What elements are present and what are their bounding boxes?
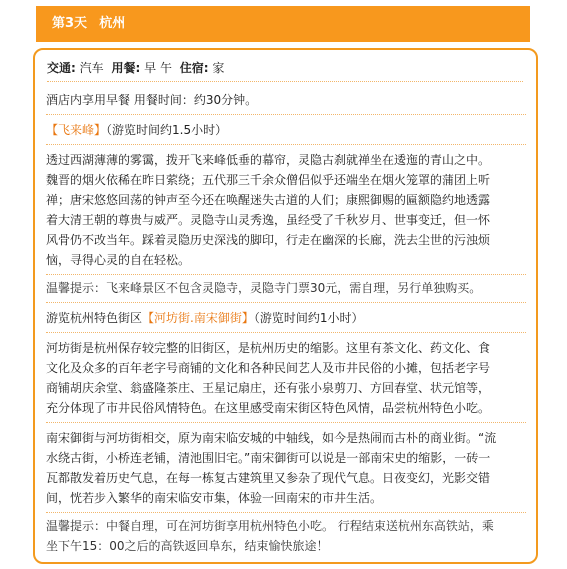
divider bbox=[46, 114, 526, 115]
paragraph-line: 南宋御街与河坊街相交，原为南宋临安城的中轴线，如今是热闹而古朴的商业街。“流 bbox=[46, 431, 497, 445]
itinerary-card bbox=[33, 48, 538, 564]
divider bbox=[46, 422, 526, 423]
paragraph-line: 河坊街是杭州保存较完整的旧街区，是杭州历史的缩影。这里有茶文化、药文化、食 bbox=[46, 341, 491, 355]
day-label: 第3天 bbox=[52, 16, 88, 31]
divider bbox=[46, 274, 526, 275]
paragraph-line: 恼，寻得心灵的自在轻松。 bbox=[46, 253, 191, 267]
hefang-description bbox=[46, 338, 530, 418]
paragraph-line: 风骨仍不改当年。踩着灵隐历史深浅的脚印，行走在幽深的长廊，洗去尘世的污浊烦 bbox=[46, 233, 491, 247]
feilaifeng-duration: （游览时间约1.5小时） bbox=[106, 123, 228, 137]
paragraph-line: 禅；唐宋悠悠回荡的钟声至今还在唤醒迷失古道的人们；康熙御赐的匾额隐约地透露 bbox=[46, 193, 491, 207]
meal-label: 用餐: bbox=[111, 61, 141, 75]
city-label: 杭州 bbox=[99, 16, 126, 31]
paragraph-line: 坐下午15：00之后的高铁返回阜东，结束愉快旅途！ bbox=[46, 539, 329, 553]
feilaifeng-tip: 温馨提示：飞来峰景区不包含灵隐寺，灵隐寺门票30元，需自理，另行单独购买。 bbox=[46, 281, 482, 295]
paragraph-line: 充分体现了市井民俗风情特色。在这里感受南宋街区特色风情，品尝杭州特色小吃。 bbox=[46, 401, 491, 415]
paragraph-line: 水绕古街，小桥连老铺，清池围旧宅。”南宋御街可以说是一部南宋史的缩影，一砖一 bbox=[46, 451, 491, 465]
paragraph-line: 商铺胡庆余堂、翁盛隆茶庄、王星记扇庄，还有张小泉剪刀、方回春堂、状元馆等， bbox=[46, 381, 491, 395]
district-duration: （游览时间约1小时） bbox=[253, 311, 364, 325]
feilaifeng-title: 【飞来峰】 bbox=[46, 123, 107, 137]
stay-label: 住宿: bbox=[179, 61, 209, 75]
paragraph-line: 温馨提示：中餐自理，可在河坊街享用杭州特色小吃。 行程结束送杭州东高铁站，乘 bbox=[46, 519, 494, 533]
paragraph-line: 间，恍若步入繁华的南宋临安市集，体验一回南宋的市井生活。 bbox=[46, 491, 383, 505]
divider bbox=[46, 302, 526, 303]
paragraph-line: 着大清王朝的尊贵与威严。灵隐寺山灵秀逸，虽经受了千秋岁月、世事变迁，但一怀 bbox=[46, 213, 491, 227]
district-heading bbox=[46, 308, 530, 328]
divider bbox=[46, 332, 526, 333]
breakfast-text: 酒店内享用早餐 用餐时间：约30分钟。 bbox=[46, 93, 258, 107]
trip-info-bar bbox=[47, 55, 523, 82]
feilaifeng-description bbox=[46, 150, 530, 270]
paragraph-line: 魏晋的烟火依稀在昨日萦绕；五代那三千余众僧侣似乎还端坐在烟火笼罩的蒲团上听 bbox=[46, 173, 491, 187]
district-intro: 游览杭州特色街区 bbox=[46, 311, 143, 325]
meal-value: 早 午 bbox=[144, 61, 172, 75]
feilaifeng-heading bbox=[46, 120, 530, 140]
day-header bbox=[36, 6, 530, 42]
divider bbox=[46, 512, 526, 513]
stay-value: 家 bbox=[212, 61, 225, 75]
district-tip bbox=[46, 516, 530, 556]
district-title: 【河坊街.南宋御街】 bbox=[142, 311, 254, 325]
divider bbox=[46, 144, 526, 145]
paragraph-line: 瓦都散发着历史气息，在每一栋复古建筑里又参杂了现代气息。日夜变幻，光影交错 bbox=[46, 471, 491, 485]
traffic-label: 交通: bbox=[47, 61, 76, 75]
paragraph-line: 透过西湖薄薄的雾霭，拨开飞来峰低垂的幕帘，灵隐古刹就禅坐在逶迤的青山之中。 bbox=[46, 153, 491, 167]
traffic-value: 汽车 bbox=[79, 61, 104, 75]
yujie-description bbox=[46, 428, 530, 508]
paragraph-line: 文化及众多的百年老字号商铺的文化和各种民间艺人及市井民俗的小摊，包括老字号 bbox=[46, 361, 491, 375]
